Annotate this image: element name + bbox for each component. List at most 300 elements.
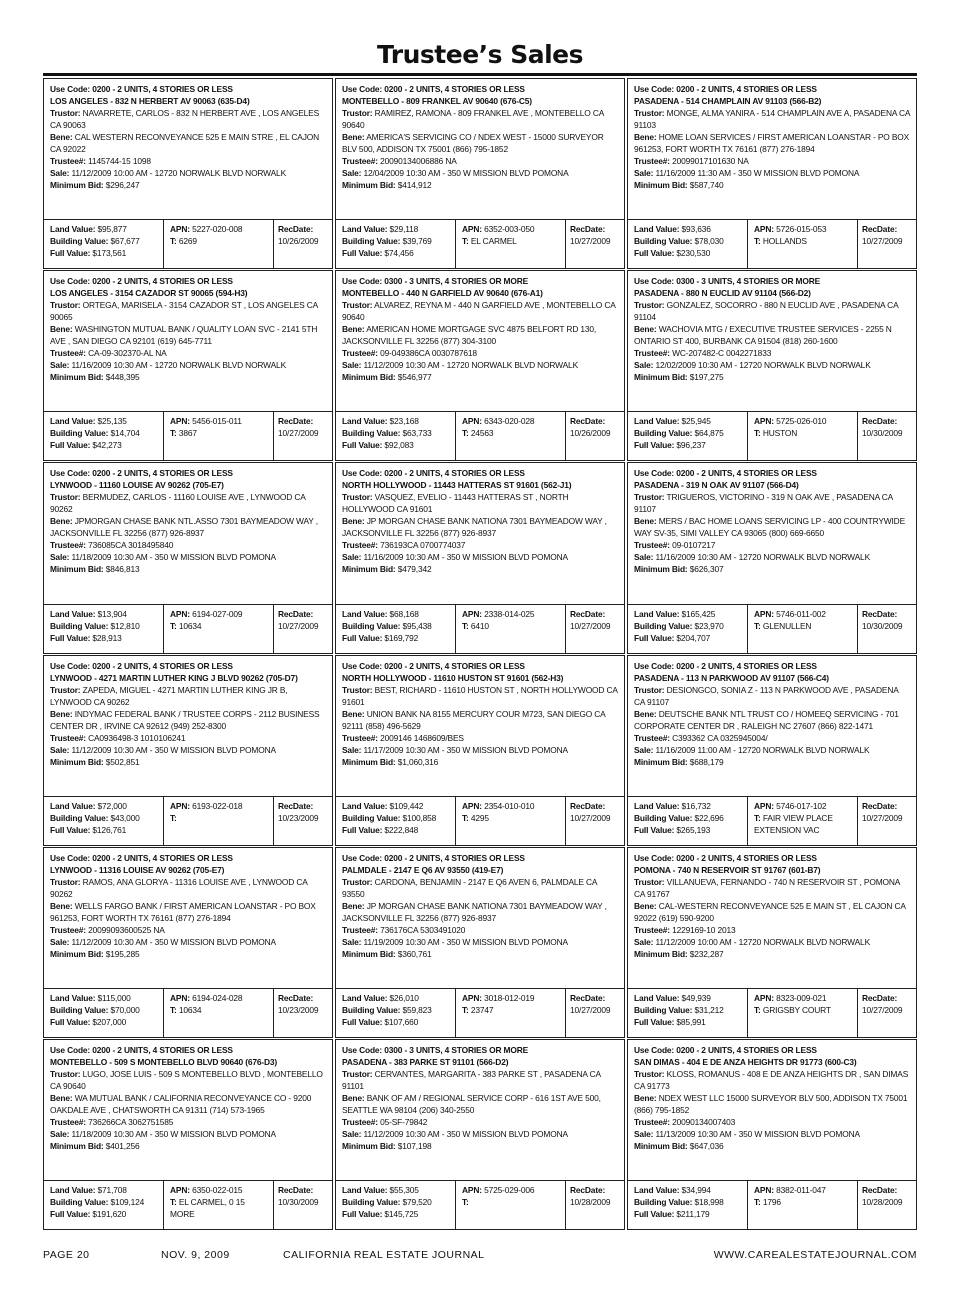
trustee-value: 05-SF-79842 [380,1116,428,1127]
building-value: $70,000 [110,1004,140,1015]
min-bid-line [50,756,327,768]
trustee-label: Trustee#: [50,924,86,935]
min-bid-line [342,563,619,575]
footer-journal-name: CALIFORNIA REAL ESTATE JOURNAL [283,1249,485,1261]
trustor-label: Trustor: [50,108,81,118]
full-value: $230,530 [676,248,711,259]
values-column [44,605,164,653]
full-value: $28,913 [92,632,122,643]
apn-value: 8323-009-021 [776,992,827,1003]
bene-value: AMERICAN HOME MORTGAGE SVC 4875 BELFORT RD 130, JACKSONVILLE FL 32256 (877) 304-3100 [342,324,597,347]
valuation-row [628,1180,916,1229]
use-code: Use Code: 0200 - 2 UNITS, 4 STORIES OR LESS [50,468,233,479]
recdate-label: RecDate: [862,1185,898,1195]
sale-label: Sale: [634,168,654,178]
land-value: $29,118 [389,224,419,235]
bene-line [634,131,911,155]
trustor-value: BERMUDEZ, CARLOS - 11160 LOUISE AVE , LYNWOOD CA 90262 [50,492,306,515]
min-bid-label: Minimum Bid: [634,564,688,575]
building-value-line [342,1196,451,1208]
bene-value: JP MORGAN CHASE BANK NATIONA 7301 BAYMEADOW WAY , JACKSONVILLE FL 32256 (877) 926-8937 [342,900,607,923]
trustee-line [342,924,619,936]
building-value-label: Building Value: [634,1004,693,1015]
min-bid-value: $232,287 [689,948,724,959]
recdate-label: RecDate: [278,992,314,1003]
building-value: $23,970 [694,620,724,631]
land-value-label: Land Value: [50,1185,96,1195]
min-bid-line [50,1140,327,1152]
full-value: $222,848 [384,824,419,835]
land-value-line [342,608,451,620]
full-value-line [50,247,159,259]
land-value: $165,425 [681,608,716,619]
listing-details [336,848,624,988]
land-value-line [50,608,159,620]
footer-page-number: PAGE 20 [43,1249,90,1261]
bene-label: Bene: [342,324,365,335]
trustor-value: VILLANUEVA, FERNANDO - 740 N RESERVOIR ST , POMONA CA 91767 [634,876,900,899]
building-value-line [634,1004,743,1016]
min-bid-value: $195,285 [105,948,140,959]
trustor-value: MONGE, ALMA YANIRA - 514 CHAMPLAIN AVE A, PASADENA CA 91103 [634,108,910,130]
property-address: PASADENA - 880 N EUCLID AV 91104 (566-D2) [634,288,811,299]
tract-label: T: [170,428,177,439]
tract-value: 6410 [470,620,489,631]
trustor-line [50,876,327,900]
tract-value: HOLLANDS [762,236,807,247]
trustor-line [50,1068,327,1092]
valuation-row [628,411,916,460]
property-address: MONTEBELLO - 440 N GARFIELD AV 90640 (676-A1) [342,288,543,299]
values-column [44,220,164,268]
min-bid-label: Minimum Bid: [50,1140,104,1151]
full-value-label: Full Value: [634,632,675,643]
listing-card [43,1039,333,1230]
sale-line [50,744,327,756]
listings-grid [43,78,917,1230]
trustor-value: ALVAREZ, REYNA M - 440 N GARFIELD AVE , MONTEBELLO CA 90640 [342,300,616,323]
apn-label: APN: [462,224,482,235]
min-bid-line [50,371,327,383]
trustor-value: GONZALEZ, SOCORRO - 880 N EUCLID AVE , PASADENA CA 91104 [634,300,899,323]
apn-column [164,220,274,268]
building-value-line [634,620,743,632]
valuation-row [336,1180,624,1229]
trustee-line [634,1116,911,1128]
building-value-line [342,427,451,439]
apn-line [754,608,853,620]
recdate-label: RecDate: [862,224,898,235]
listing-card [335,78,625,269]
apn-label: APN: [754,416,774,427]
full-value-line [342,632,451,644]
listing-card [335,847,625,1038]
apn-column [748,989,858,1037]
tract-line [754,235,853,247]
values-column [336,989,456,1037]
recdate-column [566,797,624,845]
sale-line [634,1128,911,1140]
apn-column [748,220,858,268]
full-value-label: Full Value: [50,824,91,835]
trustor-value: VASQUEZ, EVELIO - 11443 HATTERAS ST , NORTH HOLLYWOOD CA 91601 [342,492,569,515]
trustee-label: Trustee#: [342,1116,378,1127]
min-bid-value: $360,761 [397,948,432,959]
recdate-label: RecDate: [862,416,898,427]
apn-value: 5227-020-008 [192,224,243,235]
full-value-label: Full Value: [342,824,383,835]
bene-value: JPMORGAN CHASE BANK NTL.ASSO 7301 BAYMEADOW WAY , JACKSONVILLE FL 32256 (877) 926-8937 [50,516,318,539]
recdate-label: RecDate: [862,992,898,1003]
min-bid-value: $414,912 [397,180,432,190]
bene-label: Bene: [634,132,657,142]
bene-line [342,515,619,539]
building-value-label: Building Value: [342,236,401,247]
trustor-label: Trustor: [50,492,81,503]
land-value-line [342,223,451,235]
land-value: $13,904 [97,608,127,619]
min-bid-label: Minimum Bid: [342,756,396,767]
trustor-value: CERVANTES, MARGARITA - 383 PARKE ST , PASADENA CA 91101 [342,1068,601,1091]
min-bid-value: $546,977 [397,372,432,383]
land-value-line [342,992,451,1004]
building-value: $43,000 [110,812,140,823]
values-column [628,989,748,1037]
full-value-line [342,824,451,836]
full-value: $74,456 [384,248,414,259]
sale-label: Sale: [342,168,362,178]
trustee-line [50,1116,327,1128]
tract-line [754,1004,853,1016]
building-value-label: Building Value: [50,1197,109,1207]
trustor-label: Trustor: [50,300,81,311]
tract-value: 6269 [178,236,197,247]
sale-line [342,359,619,371]
apn-label: APN: [462,416,482,427]
building-value: $78,030 [694,236,724,247]
values-column [336,605,456,653]
page-title: Trustee’s Sales [376,40,584,69]
trustor-value: RAMOS, ANA GLORYA - 11316 LOUISE AVE , LYNWOOD CA 90262 [50,876,308,899]
min-bid-label: Minimum Bid: [342,948,396,959]
listing-card [627,78,917,269]
full-value-label: Full Value: [342,248,383,259]
full-value-label: Full Value: [634,248,675,259]
property-address: POMONA - 740 N RESERVOIR ST 91767 (601-B7) [634,864,821,875]
full-value: $265,193 [676,824,711,835]
trustee-line [634,347,911,359]
bene-label: Bene: [634,324,657,335]
apn-label: APN: [462,1185,482,1195]
tract-label: T: [170,812,177,823]
building-value-label: Building Value: [634,812,693,823]
recdate-column [274,412,332,460]
recdate-column [858,797,916,845]
sale-line [50,167,327,179]
sale-value: 11/12/2009 10:30 AM - 350 W MISSION BLVD POMONA [71,936,276,947]
sale-value: 11/16/2009 11:30 AM - 350 W MISSION BLVD POMONA [655,168,860,178]
values-column [336,1181,456,1229]
building-value: $95,438 [402,620,432,631]
sale-label: Sale: [634,744,654,755]
trustee-value: 736266CA 3062751585 [88,1116,174,1127]
min-bid-value: $688,179 [689,756,724,767]
building-value-line [634,427,743,439]
sale-line [342,936,619,948]
tract-line [462,235,561,247]
recdate-column [274,1181,332,1229]
land-value-label: Land Value: [342,416,388,427]
full-value-line [634,1208,743,1220]
min-bid-label: Minimum Bid: [634,1140,688,1151]
land-value-label: Land Value: [50,608,96,619]
sale-value: 12/02/2009 10:30 AM - 12720 NORWALK BLVD NORWALK [655,360,871,371]
property-address: PASADENA - 113 N PARKWOOD AV 91107 (566-C4) [634,672,829,683]
building-value-label: Building Value: [342,428,401,439]
apn-label: APN: [462,608,482,619]
apn-line [170,223,269,235]
sale-line [342,167,619,179]
tract-value: 10634 [178,1004,202,1015]
apn-line [754,800,853,812]
apn-line [754,415,853,427]
land-value-label: Land Value: [342,224,388,235]
recdate-column [858,412,916,460]
apn-column [164,605,274,653]
apn-value: 5726-015-053 [776,224,827,235]
sale-value: 11/18/2009 10:30 AM - 350 W MISSION BLVD POMONA [71,1128,276,1139]
recdate-column [566,220,624,268]
bene-value: BANK OF AM / REGIONAL SERVICE CORP - 616 1ST AVE 500, SEATTLE WA 98104 (206) 340-2550 [342,1092,601,1115]
recdate-label: RecDate: [278,608,314,619]
recdate-label: RecDate: [278,800,314,811]
trustee-label: Trustee#: [342,732,378,743]
full-value: $211,179 [676,1209,710,1219]
valuation-row [44,219,332,268]
values-column [336,412,456,460]
sale-value: 11/17/2009 10:30 AM - 350 W MISSION BLVD POMONA [363,744,568,755]
sale-value: 11/16/2009 11:00 AM - 12720 NORWALK BLVD NORWALK [655,744,870,755]
tract-line [170,1004,269,1016]
apn-line [170,992,269,1004]
full-value-line [342,1208,451,1220]
land-value-label: Land Value: [634,1185,680,1195]
sale-line [342,1128,619,1140]
bene-value: UNION BANK NA 8155 MERCURY COUR M723, SAN DIEGO CA 92111 (858) 496-5629 [342,708,606,731]
building-value-line [634,1196,743,1208]
trustee-label: Trustee#: [634,732,670,743]
trustee-label: Trustee#: [634,156,670,166]
trustor-value: DESIONGCO, SONIA Z - 113 N PARKWOOD AVE , PASADENA CA 91107 [634,684,899,707]
land-value-label: Land Value: [50,224,96,235]
land-value-label: Land Value: [342,608,388,619]
sale-line [634,936,911,948]
building-value-label: Building Value: [50,812,109,823]
property-address: MONTEBELLO - 809 FRANKEL AV 90640 (676-C5) [342,96,532,106]
sale-line [50,1128,327,1140]
land-value-label: Land Value: [634,416,680,427]
listing-card [627,847,917,1038]
bene-line [634,323,911,347]
listing-card [627,1039,917,1230]
trustee-label: Trustee#: [342,156,378,166]
apn-column [456,797,566,845]
bene-line [342,1092,619,1116]
use-code: Use Code: 0200 - 2 UNITS, 4 STORIES OR LESS [50,852,233,863]
land-value-line [342,800,451,812]
bene-line [50,708,327,732]
trustee-line [342,155,619,167]
min-bid-label: Minimum Bid: [50,564,104,575]
building-value-line [634,812,743,824]
building-value-label: Building Value: [342,1004,401,1015]
recdate-value: 10/28/2009 [862,1197,903,1207]
listing-details [44,1040,332,1180]
tract-value: FAIR VIEW PLACE EXTENSION VAC [754,812,833,835]
building-value-line [50,812,159,824]
building-value-label: Building Value: [50,1004,109,1015]
trustee-label: Trustee#: [342,348,378,359]
full-value-label: Full Value: [634,1016,675,1027]
trustee-value: C393362 CA 0325945004/ [672,732,768,743]
bene-value: JP MORGAN CHASE BANK NATIONA 7301 BAYMEADOW WAY , JACKSONVILLE FL 32256 (877) 926-8937 [342,516,607,539]
land-value-line [634,992,743,1004]
building-value-line [342,1004,451,1016]
use-code: Use Code: 0200 - 2 UNITS, 4 STORIES OR LESS [50,84,233,94]
land-value: $95,877 [97,224,127,235]
land-value: $25,945 [681,416,711,427]
trustee-label: Trustee#: [50,732,86,743]
full-value-line [50,439,159,451]
building-value: $18,998 [694,1197,724,1207]
sale-label: Sale: [634,1128,654,1139]
full-value-label: Full Value: [634,1209,675,1219]
listing-details [44,79,332,219]
min-bid-line [634,1140,911,1152]
building-value-label: Building Value: [634,1197,693,1207]
building-value: $59,823 [402,1004,432,1015]
use-code: Use Code: 0200 - 2 UNITS, 4 STORIES OR LESS [634,660,817,671]
use-code: Use Code: 0200 - 2 UNITS, 4 STORIES OR LESS [634,852,817,863]
bene-value: HOME LOAN SERVICES / FIRST AMERICAN LOANSTAR - PO BOX 961253, FORT WORTH TX 76161 (877) 276-1894 [634,132,910,154]
trustor-line [634,876,911,900]
apn-label: APN: [170,608,190,619]
use-code: Use Code: 0300 - 3 UNITS, 4 STORIES OR MORE [634,276,821,287]
full-value: $126,761 [92,824,127,835]
use-code: Use Code: 0200 - 2 UNITS, 4 STORIES OR LESS [50,660,233,671]
sale-value: 11/12/2009 10:30 AM - 350 W MISSION BLVD POMONA [71,744,276,755]
apn-label: APN: [754,224,774,235]
tract-value: 23747 [470,1004,494,1015]
values-column [628,1181,748,1229]
land-value-label: Land Value: [634,224,680,235]
listing-details [628,463,916,603]
sale-label: Sale: [342,1128,362,1139]
full-value: $42,273 [92,440,122,451]
listing-card [43,462,333,653]
full-value: $169,792 [384,632,419,643]
bene-label: Bene: [634,1092,657,1103]
bene-value: WACHOVIA MTG / EXECUTIVE TRUSTEE SERVICES - 2255 N ONTARIO ST 400, BURBANK CA 91504 (818) 260-1600 [634,324,892,347]
land-value-label: Land Value: [342,800,388,811]
full-value-label: Full Value: [50,440,91,451]
property-address: PASADENA - 319 N OAK AV 91107 (566-D4) [634,480,799,491]
tract-label: T: [754,428,761,439]
trustor-value: LUGO, JOSE LUIS - 509 S MONTEBELLO BLVD , MONTEBELLO CA 90640 [50,1068,323,1091]
land-value-label: Land Value: [634,992,680,1003]
min-bid-label: Minimum Bid: [634,180,688,190]
min-bid-label: Minimum Bid: [50,948,104,959]
listing-details [628,79,916,219]
apn-label: APN: [462,992,482,1003]
sale-label: Sale: [50,744,70,755]
full-value-line [50,1016,159,1028]
apn-column [456,1181,566,1229]
building-value: $100,858 [402,812,437,823]
trustee-value: 736085CA 3018495840 [88,540,174,551]
land-value-line [634,1184,743,1196]
trustor-value: RAMIREZ, RAMONA - 809 FRANKEL AVE , MONTEBELLO CA 90640 [342,108,604,130]
trustee-value: 1229169-10 2013 [672,924,736,935]
apn-column [164,412,274,460]
use-code: Use Code: 0200 - 2 UNITS, 4 STORIES OR LESS [342,84,525,94]
min-bid-line [634,371,911,383]
recdate-value: 10/27/2009 [278,428,319,439]
building-value-label: Building Value: [50,236,109,247]
sale-label: Sale: [342,936,362,947]
full-value: $85,991 [676,1016,706,1027]
apn-line [170,415,269,427]
use-code: Use Code: 0200 - 2 UNITS, 4 STORIES OR LESS [342,852,525,863]
full-value-label: Full Value: [50,1016,91,1027]
bene-label: Bene: [50,516,73,527]
bene-line [50,1092,327,1116]
building-value-line [50,235,159,247]
apn-value: 6194-024-028 [192,992,243,1003]
trustor-label: Trustor: [634,1068,665,1079]
use-code: Use Code: 0300 - 3 UNITS, 4 STORIES OR MORE [342,276,529,287]
property-address: PASADENA - 383 PARKE ST 91101 (566-D2) [342,1056,509,1067]
sale-value: 11/13/2009 10:30 AM - 350 W MISSION BLVD POMONA [655,1128,860,1139]
property-address: LYNWOOD - 4271 MARTIN LUTHER KING J BLVD 90262 (705-D7) [50,672,298,683]
bene-label: Bene: [634,516,657,527]
valuation-row [336,411,624,460]
tract-label: T: [754,1004,761,1015]
building-value-line [50,1004,159,1016]
min-bid-value: $846,813 [105,564,140,575]
recdate-column [566,412,624,460]
min-bid-label: Minimum Bid: [634,372,688,383]
building-value: $31,212 [694,1004,724,1015]
trustor-value: CARDONA, BENJAMIN - 2147 E Q6 AVEN 6, PALMDALE CA 93550 [342,876,597,899]
trustee-label: Trustee#: [634,348,670,359]
apn-line [754,223,853,235]
property-address: PALMDALE - 2147 E Q6 AV 93550 (419-E7) [342,864,504,875]
recdate-column [566,989,624,1037]
trustee-line [50,732,327,744]
use-code: Use Code: 0200 - 2 UNITS, 4 STORIES OR LESS [342,660,525,671]
full-value-line [634,1016,743,1028]
full-value: $207,000 [92,1016,127,1027]
apn-value: 6350-022-015 [192,1185,243,1195]
sale-label: Sale: [50,168,70,178]
tract-label: T: [170,1004,177,1015]
building-value-line [50,427,159,439]
tract-value: EL CARMEL [470,236,517,247]
min-bid-value: $1,060,316 [397,756,439,767]
min-bid-line [634,563,911,575]
property-address: PASADENA - 514 CHAMPLAIN AV 91103 (566-B2) [634,96,822,106]
